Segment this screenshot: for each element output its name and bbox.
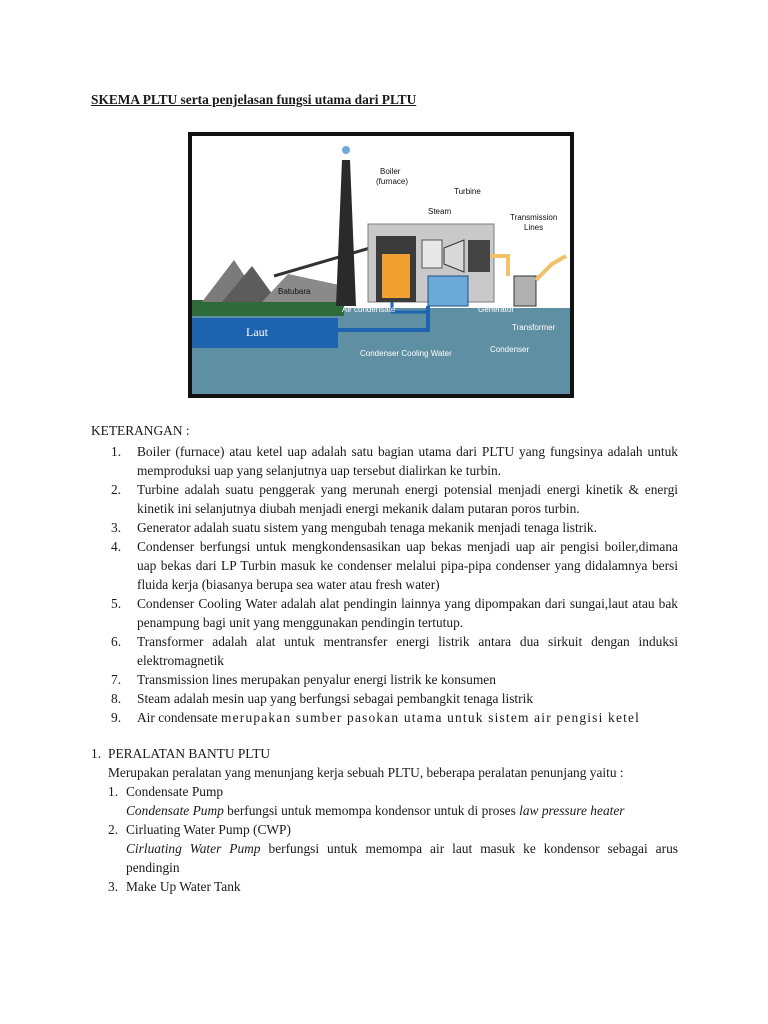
list-item: 2. Turbine adalah suatu penggerak yang merunah energi potensial menjadi energi kinetik & energi kinetik ini selanjutnya diubah menjadi energi mekanik dalam putaran poros turbin. — [111, 482, 678, 516]
label-transmission-sub: Lines — [524, 223, 544, 232]
section-heading: 1. PERALATAN BANTU PLTU — [91, 746, 271, 761]
peralatan-list — [91, 782, 678, 801]
label-air-condensate: Air condensate — [342, 305, 396, 314]
label-generator: Generator — [478, 305, 515, 314]
peralatan-bantu-section — [91, 744, 678, 896]
transformer — [514, 276, 536, 306]
boiler-fire — [382, 254, 410, 298]
label-transmission: Transmission — [510, 213, 558, 222]
keterangan-list — [91, 442, 678, 727]
list-item: 4. Condenser berfungsi untuk mengkondensasikan uap bekas menjadi uap air pengisi boiler,dimana uap bekas dari LP Turbin masuk ke condenser melalui pipa-pipa condenser yang didalamnya bersi fluida kerja (biasanya berupa sea water atau fresh water) — [111, 539, 678, 592]
label-condenser-cooling-water: Condenser Cooling Water — [360, 349, 452, 358]
list-item: 5. Condenser Cooling Water adalah alat pendingin lainnya yang dipompakan dari sungai,laut atau bak penampung bagi unit yang menggunakan pendingin tertutup. — [111, 596, 678, 630]
page-title: SKEMA PLTU serta penjelasan fungsi utama dari PLTU — [91, 92, 417, 107]
list-item: 1. Condensate Pump — [108, 784, 224, 799]
label-turbine: Turbine — [454, 187, 481, 196]
keterangan-heading: KETERANGAN : — [91, 423, 190, 438]
condenser — [428, 276, 468, 306]
item-description: Cirluating Water Pump berfungsi untuk memompa air laut masuk ke kondensor sebagai arus pendingin — [126, 841, 678, 875]
label-transformer: Transformer — [512, 323, 556, 332]
list-item: 8. Steam adalah mesin uap yang berfungsi sebagai pembangkit tenaga listrik — [111, 691, 534, 706]
list-item: 6. Transformer adalah alat untuk mentransfer energi listrik antara dua sirkuit dengan induksi elektromagnetik — [111, 634, 678, 668]
item-description: Condensate Pump berfungsi untuk memompa kondensor untuk di proses law pressure heater — [126, 803, 625, 818]
pltu-diagram — [192, 136, 570, 394]
list-item: 3. Generator adalah suatu sistem yang mengubah tenaga mekanik menjadi tenaga listrik. — [111, 520, 597, 535]
section-intro: Merupakan peralatan yang menunjang kerja sebuah PLTU, beberapa peralatan penunjang yaitu : — [108, 765, 624, 780]
label-steam: Steam — [428, 207, 452, 216]
generator — [468, 240, 490, 272]
list-item: 9. Air condensate merupakan sumber pasokan utama untuk sistem air pengisi ketel — [111, 710, 641, 725]
list-item: 3. Make Up Water Tank — [108, 879, 241, 894]
steam-puff — [342, 146, 350, 154]
list-item: 7. Transmission lines merupakan penyalur energi listrik ke konsumen — [111, 672, 496, 687]
peralatan-list — [91, 877, 678, 896]
list-item: 2. Cirluating Water Pump (CWP) — [108, 822, 291, 837]
peralatan-list — [91, 820, 678, 839]
steam-pipe — [422, 240, 442, 268]
label-condenser: Condenser — [490, 345, 530, 354]
label-boiler-sub: (furnace) — [376, 177, 409, 186]
label-batubara: Batubara — [278, 287, 311, 296]
label-boiler: Boiler — [380, 167, 401, 176]
pltu-schematic-figure — [188, 132, 574, 398]
diagram-ground — [192, 300, 344, 316]
label-laut: Laut — [246, 325, 268, 339]
list-item: 1. Boiler (furnace) atau ketel uap adalah satu bagian utama dari PLTU yang fungsinya adalah untuk memproduksi uap yang selanjutnya uap tersebut dialirkan ke turbin. — [111, 444, 678, 478]
